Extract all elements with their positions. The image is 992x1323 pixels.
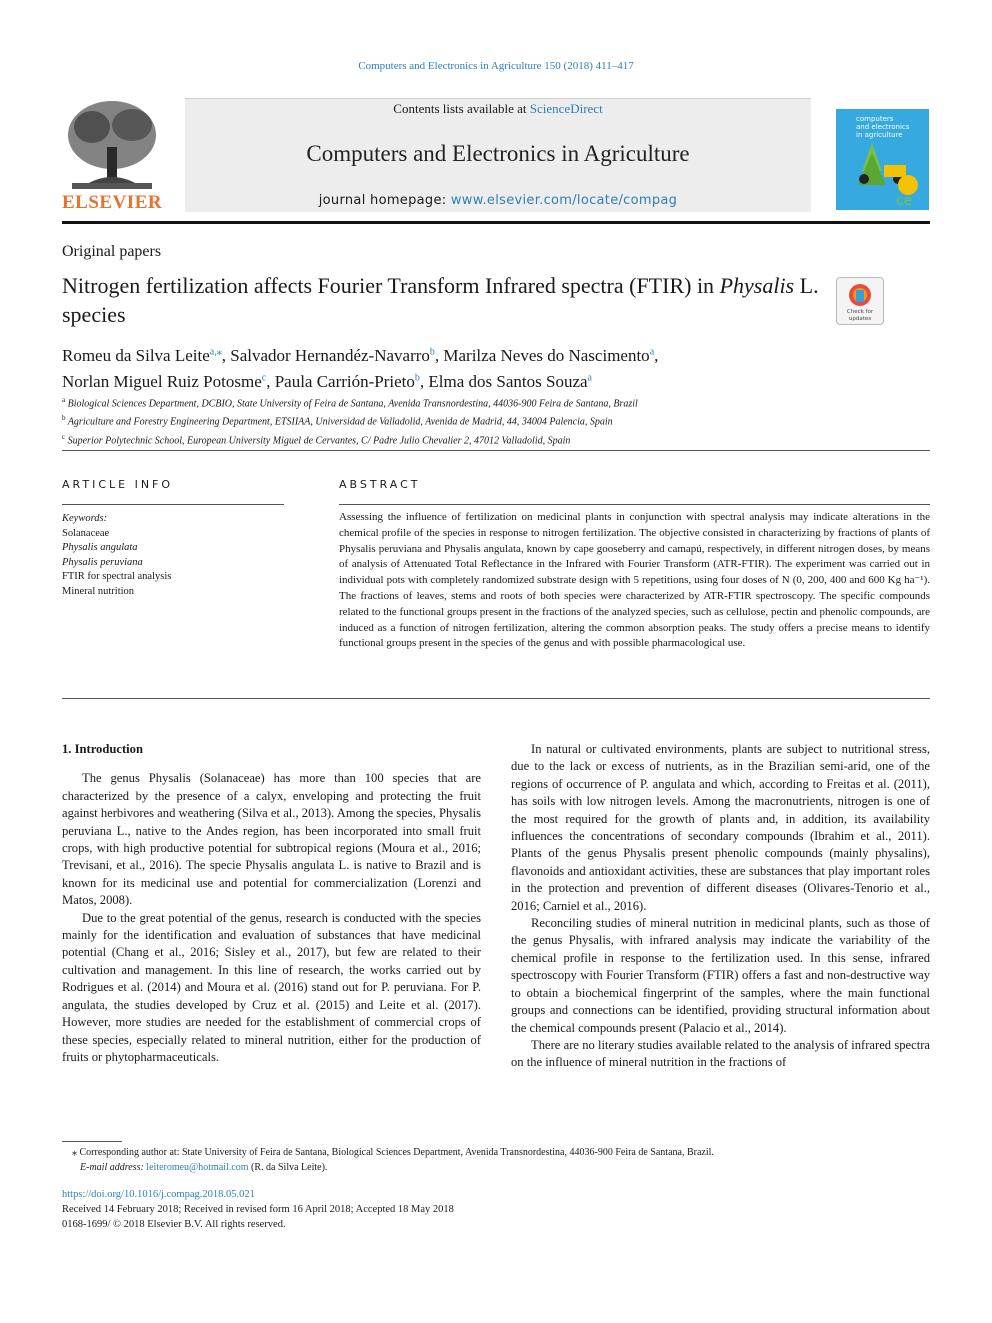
publication-info — [62, 1187, 930, 1232]
title-suffix: L. species — [62, 273, 819, 327]
affiliation: $^a$ Biological Sciences Department, DCBIO, State University of Feira de Santana, Avenida Transnordestina, 44036-900 Feira de Santana, Brazil — [62, 396, 638, 410]
cover-art-icon — [836, 93, 929, 210]
title-main: Nitrogen fertilization affects Fourier Transform Infrared spectra (FTIR) in — [62, 273, 715, 298]
svg-text:and electronics: and electronics — [856, 123, 910, 131]
title-genus: Physalis — [719, 273, 795, 298]
footnote-rule — [62, 1141, 122, 1142]
email-link[interactable]: leiteromeu@hotmail.com — [146, 1162, 249, 1173]
corresponding-author-note: ⁎ Corresponding author at: State University of Feira de Santana, Biological Sciences Department, Avenida Transnordestina, 44036-900 Feira de Santana, Brazil. — [72, 1147, 714, 1158]
svg-text:updates: updates — [848, 316, 872, 322]
keywords-block — [62, 512, 284, 599]
body-paragraph: The genus Physalis (Solanaceae) has more than 100 species that are characterized by the presence of a calyx, enveloping and protecting the fruit against herbivores and weathering (Silva et al., 2013). Among the species, Physalis peruviana L., native to the Andes region, has been incorporated into small fruit crops, with high productive potential for subtropical regions (Moura et al., 2016; Trevisani, et al., 2016). The specie Physalis angulata L. is native to Brazil and is known for its medicinal use and potential for commercialization (Lorenzi and Matos, 2008). — [62, 771, 481, 908]
svg-text:in agriculture: in agriculture — [856, 131, 903, 139]
author[interactable]: Marilza Neves do Nascimento$^a$, — [443, 345, 659, 365]
body-paragraph: Reconciling studies of mineral nutrition in medicinal plants, such as those of the genus Physalis, with infrared analysis may indicate the variability of the chemical profile in response to the fertilization used. In this sense, infrared spectroscopy with Fourier Transform (FTIR) offers a fast and non-destructive way to obtain a biochemical fingerprint of the samples, where the main functional groups and connections can be identified, providing structural information about the chemical compounds present (Palacio et al., 2014). — [511, 916, 930, 1035]
doi-link[interactable]: https://doi.org/10.1016/j.compag.2018.05.021 — [62, 1189, 255, 1200]
keyword: Physalis peruviana — [62, 556, 143, 568]
keyword: Physalis angulata — [62, 542, 138, 553]
keywords-label: Keywords: — [62, 513, 108, 524]
keyword: FTIR for spectral analysis — [62, 571, 172, 582]
elsevier-wordmark: ELSEVIER — [62, 192, 163, 213]
author[interactable]: Salvador Hernandéz-Navarro$^b$, — [230, 345, 444, 365]
contents-prefix: Contents lists available at — [393, 101, 530, 116]
email-label: E-mail address: — [80, 1162, 147, 1173]
svg-text:Check for: Check for — [846, 309, 874, 315]
body-left-column — [62, 741, 481, 1066]
svg-text:computers: computers — [856, 115, 894, 123]
article-title — [62, 271, 822, 329]
journal-title: Computers and Electronics in Agriculture — [306, 141, 690, 166]
journal-cover-image[interactable] — [836, 93, 929, 210]
article-section: Original papers — [62, 243, 162, 260]
email-suffix: (R. da Silva Leite). — [248, 1162, 328, 1173]
journal-homepage — [185, 193, 811, 208]
author[interactable]: Elma dos Santos Souza$^a$ — [428, 372, 592, 392]
keyword: Solanaceae — [62, 527, 110, 539]
abstract-rule — [339, 504, 930, 505]
affiliation: $^c$ Superior Polytechnic School, European University Miguel de Cervantes, C/ Padre Julio Chevalier 2, 47012 Valladolid, Spain — [62, 432, 571, 446]
body-paragraph: There are no literary studies available related to the analysis of infrared spectra on the influence of mineral nutrition in the fractions of — [511, 1037, 930, 1070]
author-list — [62, 340, 882, 393]
journal-reference[interactable]: Computers and Electronics in Agriculture 150 (2018) 411–417 — [358, 60, 634, 72]
svg-text:ce: ce — [896, 193, 913, 209]
keyword: Mineral nutrition — [62, 585, 135, 597]
body-right-column — [511, 741, 930, 1072]
abstract-bottom-rule — [62, 698, 930, 699]
elsevier-tree-icon — [62, 97, 162, 192]
homepage-prefix: journal homepage: — [318, 193, 451, 208]
author[interactable]: Norlan Miguel Ruiz Potosme$^c$, — [62, 372, 275, 392]
header-rule — [62, 221, 930, 224]
author[interactable]: Paula Carrión-Prieto$^b$, — [274, 372, 429, 392]
received-dates: Received 14 February 2018; Received in revised form 16 April 2018; Accepted 18 May 2018 — [62, 1204, 454, 1215]
copyright-line: 0168-1699/ © 2018 Elsevier B.V. All rights reserved. — [62, 1219, 286, 1230]
affiliation: $^b$ Agriculture and Forestry Engineering Department, ETSIIAA, Universidad de Valladolid, Avenida de Madrid, 44, 34004 Palencia, Spain — [62, 414, 613, 428]
abstract-text: Assessing the influence of fertilization on medicinal plants in conjunction with spectral analysis may indicate alterations in the chemical profile of the species in response to nitrogen fertilization. The objective consisted in characterizing by fractions of plants of Physalis peruviana and Physalis angulata, known by cape gooseberry and camapú, respectively, in different nitrogen doses, by means of analysis of Attenuated Total Reflectance in the Infrared with Fourier Transform (ATR-FTIR). The experiment was carried out in individual pots with completely randomized substrate design with 5 repetitions, using four doses of N (0, 200, 400 and 600 Kg ha⁻¹). The fractions of leaves, stems and roots of both species were characterized by ATR-FTIR spectroscopy. The specific compounds related to the functional groups present in the fractions of the analyzed species, such as cellulose, pectin and phenolic compounds, are induced as a function of nitrogen fertilization, altering the common absorption peaks. The study offers a precise means to identify functional groups present in the species of the genus and with possible pharmacological use. — [339, 511, 930, 650]
body-paragraph: In natural or cultivated environments, plants are subject to nutritional stress, due to the lack or excess of nutrients, as in the Brazilian semi-arid, one of the regions of occurrence of P. angulata and which, according to Freitas et al. (2011), has soils with low nitrogen levels. Among the macronutrients, nitrogen is one of the most required for the growth of plants and, in addition, its availability influences the concentrations of secondary compounds (Ibrahim et al., 2011). Plants of the genus Physalis present phenolic compounds (mainly physalins), flavonoids and antioxidant activities, these are substances that play important roles in the protection and prevention of different diseases (Olivares-Tenorio et al., 2016; Carniel et al., 2016). — [511, 742, 930, 913]
affiliations — [62, 393, 930, 448]
contents-line — [185, 101, 811, 117]
email-note — [62, 1160, 930, 1175]
sciencedirect-link[interactable]: ScienceDirect — [529, 101, 603, 116]
author[interactable]: Romeu da Silva Leite$^{a,⁎}$, — [62, 345, 231, 365]
footnotes — [62, 1145, 930, 1175]
article-info-heading: ARTICLE INFO — [62, 478, 174, 491]
crossmark-icon — [837, 278, 883, 324]
body-paragraph: Due to the great potential of the genus, research is conducted with the species mainly for the identification and evaluation of substances that have medicinal potential (Chang et al., 2016; Sisley et al., 2017), but few are related to their cultivation and management. In this line of research, the works carried out by Rodrigues et al. (2014) and Moura et al. (2016) stand out for P. peruviana. For P. angulata, the studies developed by Cruz et al. (2015) and Leite et al. (2017). However, more studies are needed for the establishment of commercial crops of these species, especially related to mineral nutrition, either for the production of fruits or phytopharmaceuticals. — [62, 910, 481, 1064]
check-for-updates-badge[interactable] — [836, 277, 884, 325]
article-info-rule — [62, 504, 284, 505]
affiliation-rule — [62, 450, 930, 451]
abstract-heading: ABSTRACT — [339, 478, 421, 491]
homepage-link[interactable]: www.elsevier.com/locate/compag — [450, 193, 678, 208]
introduction-heading: 1. Introduction — [62, 742, 143, 756]
